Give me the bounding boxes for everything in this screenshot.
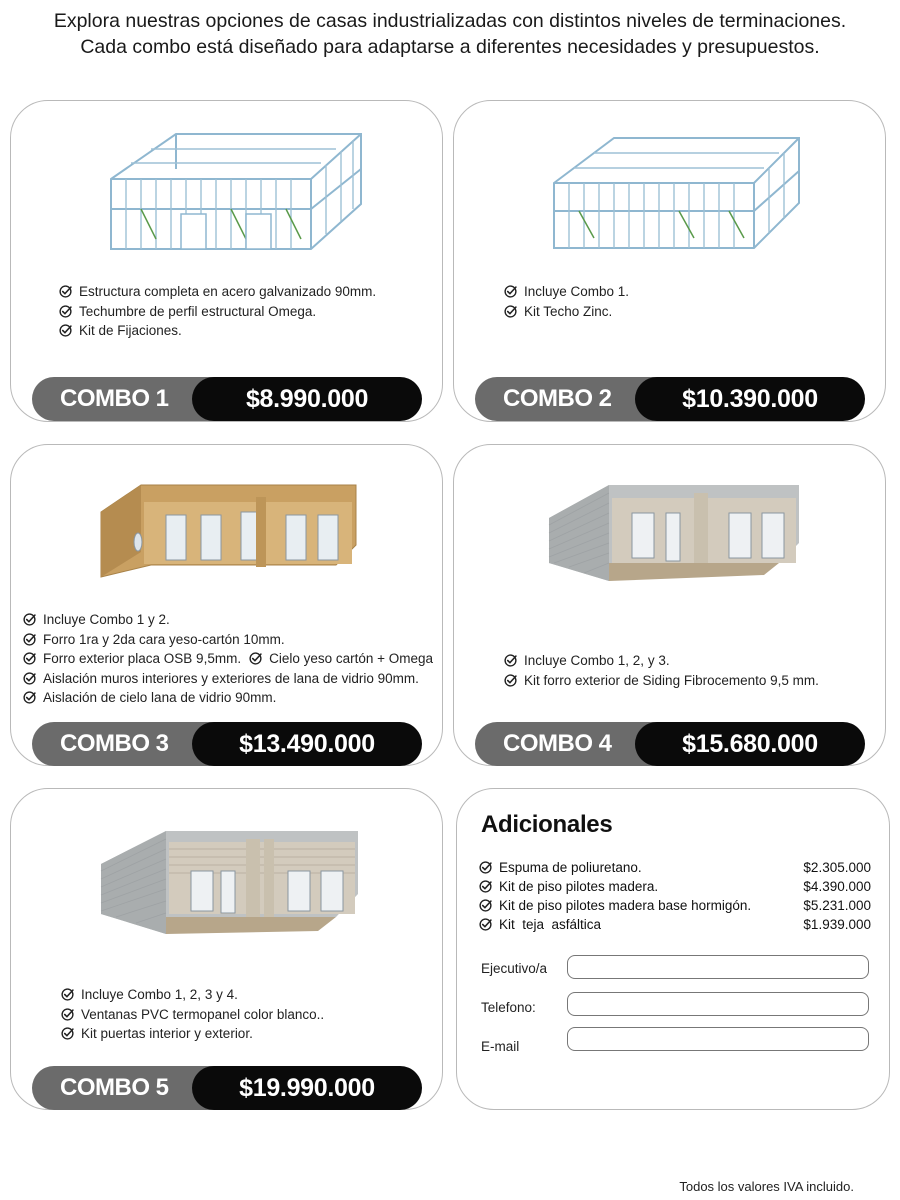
combo-2-price-bar — [475, 377, 865, 421]
check-circle-icon — [249, 652, 262, 665]
check-circle-icon — [23, 613, 36, 626]
check-circle-icon — [479, 880, 492, 893]
feature-item: Aislación de cielo lana de vidrio 90mm. — [23, 688, 433, 708]
check-circle-icon — [61, 1008, 74, 1021]
combo-label: COMBO 3 — [32, 722, 232, 766]
check-circle-icon — [479, 918, 492, 931]
feature-item: Kit puertas interior y exterior. — [61, 1024, 324, 1044]
check-circle-icon — [61, 988, 74, 1001]
check-circle-icon — [23, 672, 36, 685]
combo-label: COMBO 4 — [475, 722, 675, 766]
check-circle-icon — [504, 285, 517, 298]
feature-item: Kit forro exterior de Siding Fibrocemento 9,5 mm. — [504, 671, 819, 691]
combo-price: $15.680.000 — [635, 722, 865, 766]
check-circle-icon — [504, 654, 517, 667]
steel-frame-house-roof-image — [539, 113, 804, 263]
check-circle-icon — [23, 652, 36, 665]
combo-5-card — [10, 788, 443, 1110]
adicional-price: $5.231.000 — [803, 898, 871, 913]
combo-1-card — [10, 100, 443, 422]
osb-clad-house-image — [96, 457, 366, 592]
combo-price: $10.390.000 — [635, 377, 865, 421]
feature-item: Forro exterior placa OSB 9,5mm. Cielo yeso cartón + Omega — [23, 649, 433, 669]
feature-item: Incluye Combo 1, 2, 3 y 4. — [61, 985, 324, 1005]
check-circle-icon — [61, 1027, 74, 1040]
feature-item: Forro 1ra y 2da cara yeso-cartón 10mm. — [23, 630, 433, 650]
ejecutivo-label: Ejecutivo/a — [481, 961, 548, 976]
adicional-item — [479, 877, 871, 896]
feature-item: Techumbre de perfil estructural Omega. — [59, 302, 376, 322]
feature-item: Ventanas PVC termopanel color blanco.. — [61, 1005, 324, 1025]
combo-1-price-bar — [32, 377, 422, 421]
adicional-price: $4.390.000 — [803, 879, 871, 894]
intro-line-2: Cada combo está diseñado para adaptarse a diferentes necesidades y presupuestos. — [80, 36, 820, 58]
intro-text — [0, 8, 900, 60]
combo-price: $19.990.000 — [192, 1066, 422, 1110]
combo-1-features — [59, 282, 376, 341]
combo-price: $8.990.000 — [192, 377, 422, 421]
adicional-name: Kit de piso pilotes madera base hormigón. — [499, 898, 752, 913]
check-circle-icon — [59, 305, 72, 318]
feature-item: Incluye Combo 1 y 2. — [23, 610, 433, 630]
feature-item: Kit de Fijaciones. — [59, 321, 376, 341]
email-field[interactable] — [567, 1027, 869, 1051]
combo-3-card — [10, 444, 443, 766]
adicionales-title: Adicionales — [481, 811, 613, 838]
combo-price: $13.490.000 — [192, 722, 422, 766]
adicionales-card — [456, 788, 890, 1110]
adicional-name: Kit de piso pilotes madera. — [499, 879, 659, 894]
combo-label: COMBO 1 — [32, 377, 232, 421]
check-circle-icon — [59, 324, 72, 337]
adicional-price: $1.939.000 — [803, 917, 871, 932]
combo-5-features — [61, 985, 324, 1044]
finished-siding-house-image — [96, 809, 366, 949]
feature-item: Aislación muros interiores y exteriores de lana de vidrio 90mm. — [23, 669, 433, 689]
adicional-name: Kit teja asfáltica — [499, 917, 602, 932]
adicional-item — [479, 915, 871, 934]
check-circle-icon — [479, 899, 492, 912]
check-circle-icon — [504, 674, 517, 687]
email-label: E-mail — [481, 1039, 520, 1054]
check-circle-icon — [59, 285, 72, 298]
feature-item: Kit Techo Zinc. — [504, 302, 629, 322]
telefono-field[interactable] — [567, 992, 869, 1016]
check-circle-icon — [504, 305, 517, 318]
check-circle-icon — [23, 633, 36, 646]
ejecutivo-field[interactable] — [567, 955, 869, 979]
combo-4-card — [453, 444, 886, 766]
combo-4-price-bar — [475, 722, 865, 766]
adicional-price: $2.305.000 — [803, 860, 871, 875]
combo-3-features — [23, 610, 433, 708]
feature-item: Incluye Combo 1. — [504, 282, 629, 302]
steel-frame-house-image — [81, 109, 366, 269]
siding-house-image — [544, 463, 804, 598]
feature-item: Estructura completa en acero galvanizado 90mm. — [59, 282, 376, 302]
combo-label: COMBO 5 — [32, 1066, 232, 1110]
combo-label: COMBO 2 — [475, 377, 675, 421]
check-circle-icon — [23, 691, 36, 704]
adicional-item — [479, 896, 871, 915]
combo-3-price-bar — [32, 722, 422, 766]
combo-2-features — [504, 282, 629, 321]
telefono-label: Telefono: — [481, 1000, 536, 1015]
combo-4-features — [504, 651, 819, 690]
adicional-name: Espuma de poliuretano. — [499, 860, 642, 875]
intro-line-1: Explora nuestras opciones de casas industrializadas con distintos niveles de terminaciones. — [53, 10, 847, 32]
combo-5-price-bar — [32, 1066, 422, 1110]
feature-item: Incluye Combo 1, 2, y 3. — [504, 651, 819, 671]
footnote: Todos los valores IVA incluido. — [679, 1179, 854, 1194]
adicional-item — [479, 858, 871, 877]
combo-2-card — [453, 100, 886, 422]
check-circle-icon — [479, 861, 492, 874]
